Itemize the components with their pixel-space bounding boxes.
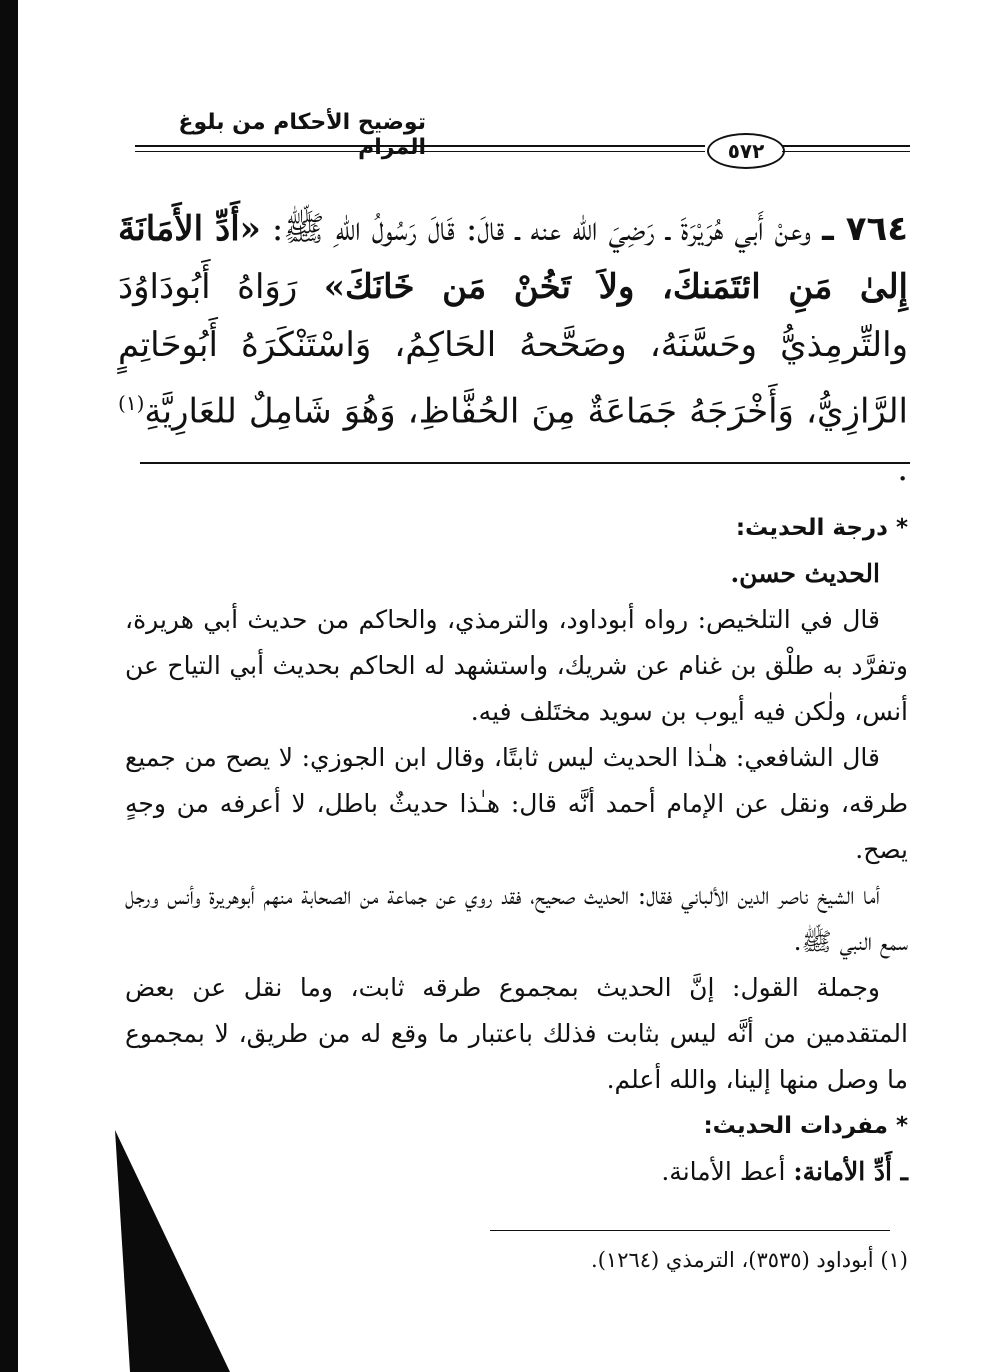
hadith-end: .	[897, 449, 908, 490]
grade-heading: * درجة الحديث:	[735, 515, 908, 541]
header-rule	[782, 145, 910, 147]
header-rule	[135, 145, 705, 147]
hadith-intro: وعنْ أَبي هُرَيْرَةَ ـ رَضِيَ الله عنه ـ قالَ: قَالَ رَسُولُ اللهِ ﷺ:	[271, 209, 812, 249]
footnote-rule	[490, 1230, 890, 1231]
section-separator	[140, 462, 910, 464]
footnote: (١) أبوداود (٣٥٣٥)، الترمذي (١٢٦٤).	[591, 1248, 908, 1272]
page-number: ٥٧٢	[707, 133, 785, 169]
grade-paragraph: وجملة القول: إنَّ الحديث بمجموع طرقه ثابت، وما نقل عن بعض المتقدمين من أنَّه ليس بثابت فذلك باعتبار ما وقع له من طريق، لا بمجموع ما وصل منها إلينا، والله أعلم.	[125, 973, 908, 1094]
running-title: توضيح الأحكام من بلوغ المرام	[178, 110, 426, 160]
hadith-text	[118, 200, 908, 498]
vocabulary-heading: * مفردات الحديث:	[703, 1113, 908, 1139]
footnote-reference: (١)	[118, 391, 145, 415]
hadith-narration: رَوَاهُ أَبُودَاوُدَ والتِّرمِذيُّ وحَسَّنَهُ، وصَحَّحهُ الحَاكِمُ، وَاسْتَنْكَرَهُ أَبُوحَاتِمٍ الرَّازِيُّ، وَأَخْرَجَهُ جَمَاعَةٌ مِنَ الحُفَّاظِ، وَهُوَ شَامِلٌ للعَارِيَّةِ	[118, 267, 908, 432]
commentary	[125, 505, 908, 1195]
header-rule	[135, 151, 705, 152]
grade-verdict: الحديث حسن.	[730, 559, 880, 588]
header-rule	[782, 151, 910, 152]
grade-paragraph: أما الشيخ ناصر الدين الألباني فقال: الحديث صحيح، فقد روي عن جماعة من الصحابة منهم أبوهريرة وأنس ورجل سمع النبي ﷺ.	[125, 881, 908, 956]
grade-paragraph: قال الشافعي: هـٰذا الحديث ليس ثابتًا، وقال ابن الجوزي: لا يصح من جميع طرقه، ونقل عن الإمام أحمد أنَّه قال: هـٰذا حديثٌ باطل، لا أعرفه من وجهٍ يصح.	[125, 743, 908, 864]
prophet-quote: «أَدِّ الأَمَانَةَ إِلىٰ مَنِ ائتَمَنكَ، ولاَ تَخُنْ مَن خَانَكَ»	[118, 209, 908, 307]
vocabulary-item	[125, 1149, 908, 1195]
vocabulary-meaning: أعط الأمانة.	[661, 1157, 786, 1186]
vocabulary-word: ـ أَدِّ الأمانة:	[793, 1157, 908, 1186]
grade-paragraph: قال في التلخيص: رواه أبوداود، والترمذي، والحاكم من حديث أبي هريرة، وتفرَّد به طلْق بن غنام عن شريك، واستشهد له الحاكم بحديث أبي التياح عن أنس، ولٰكن فيه أيوب بن سويد مختَلف فيه.	[125, 605, 908, 726]
hadith-number: ٧٦٤ ـ	[822, 209, 908, 249]
